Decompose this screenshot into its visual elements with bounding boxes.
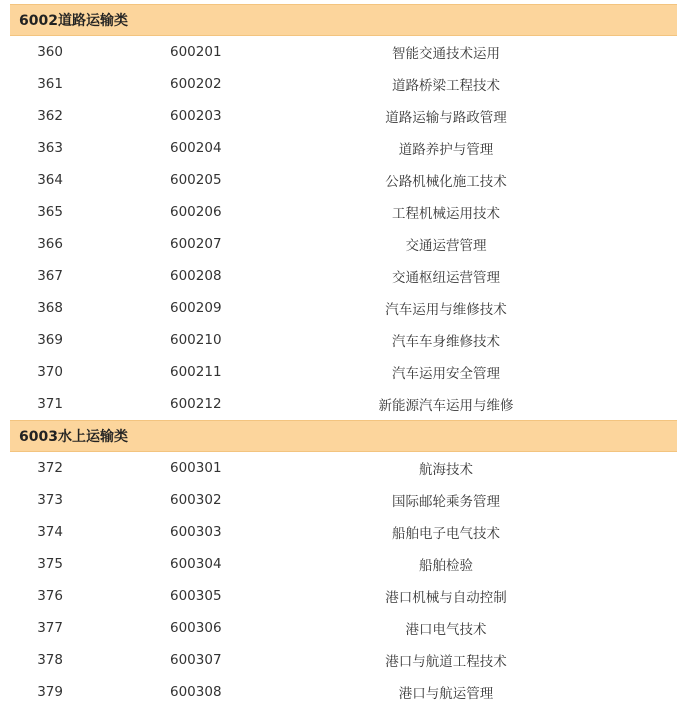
major-code: 600304 (170, 556, 222, 572)
major-name: 汽车车身维修技术 (392, 334, 500, 350)
row-number: 368 (37, 300, 63, 316)
row-number: 364 (37, 172, 63, 188)
major-code: 600203 (170, 108, 222, 124)
table-row (10, 292, 677, 324)
major-name: 航海技术 (419, 462, 473, 478)
major-name: 道路运输与路政管理 (385, 110, 507, 126)
major-code: 600212 (170, 396, 222, 412)
table-row (10, 260, 677, 292)
major-code: 600207 (170, 236, 222, 252)
major-name: 道路桥梁工程技术 (392, 78, 500, 94)
major-name: 港口机械与自动控制 (385, 590, 507, 606)
table-row (10, 196, 677, 228)
table-row (10, 132, 677, 164)
major-name: 汽车运用安全管理 (392, 366, 500, 382)
major-name: 公路机械化施工技术 (385, 174, 507, 190)
table-row (10, 644, 677, 676)
table-row (10, 228, 677, 260)
row-number: 375 (37, 556, 63, 572)
row-number: 360 (37, 44, 63, 60)
row-number: 365 (37, 204, 63, 220)
table-row (10, 356, 677, 388)
major-code: 600308 (170, 684, 222, 700)
table-row (10, 164, 677, 196)
table-row (10, 36, 677, 68)
group-header: 6002道路运输类 (10, 4, 677, 36)
major-code: 600206 (170, 204, 222, 220)
group-header: 6003水上运输类 (10, 420, 677, 452)
table-row (10, 580, 677, 612)
major-name: 智能交通技术运用 (392, 46, 500, 62)
major-name: 汽车运用与维修技术 (385, 302, 507, 318)
row-number: 371 (37, 396, 63, 412)
major-code: 600208 (170, 268, 222, 284)
major-code: 600302 (170, 492, 222, 508)
major-code: 600202 (170, 76, 222, 92)
table-row (10, 516, 677, 548)
row-number: 373 (37, 492, 63, 508)
row-number: 366 (37, 236, 63, 252)
table-row (10, 324, 677, 356)
major-name: 船舶检验 (419, 558, 473, 574)
major-code: 600201 (170, 44, 222, 60)
table-row (10, 452, 677, 484)
table-row (10, 388, 677, 420)
major-code: 600306 (170, 620, 222, 636)
row-number: 377 (37, 620, 63, 636)
row-number: 370 (37, 364, 63, 380)
row-number: 362 (37, 108, 63, 124)
major-name: 道路养护与管理 (398, 142, 494, 158)
major-name: 交通枢纽运营管理 (392, 270, 500, 286)
row-number: 379 (37, 684, 63, 700)
table-row (10, 68, 677, 100)
table-row (10, 612, 677, 644)
major-name: 港口与航道工程技术 (385, 654, 507, 670)
major-name: 港口与航运管理 (398, 686, 494, 702)
major-code: 600305 (170, 588, 222, 604)
major-name: 工程机械运用技术 (392, 206, 500, 222)
row-number: 374 (37, 524, 63, 540)
table-row (10, 100, 677, 132)
major-code: 600307 (170, 652, 222, 668)
row-number: 378 (37, 652, 63, 668)
major-code: 600209 (170, 300, 222, 316)
row-number: 367 (37, 268, 63, 284)
major-code: 600205 (170, 172, 222, 188)
major-code: 600210 (170, 332, 222, 348)
row-number: 376 (37, 588, 63, 604)
row-number: 372 (37, 460, 63, 476)
major-name: 船舶电子电气技术 (392, 526, 500, 542)
major-name: 港口电气技术 (405, 622, 487, 638)
major-code: 600303 (170, 524, 222, 540)
row-number: 361 (37, 76, 63, 92)
major-code: 600301 (170, 460, 222, 476)
major-name: 交通运营管理 (405, 238, 487, 254)
major-name: 国际邮轮乘务管理 (392, 494, 500, 510)
major-name: 新能源汽车运用与维修 (378, 398, 514, 414)
row-number: 369 (37, 332, 63, 348)
major-code: 600204 (170, 140, 222, 156)
table-row (10, 484, 677, 516)
major-table (10, 4, 677, 708)
major-code: 600211 (170, 364, 222, 380)
row-number: 363 (37, 140, 63, 156)
table-row (10, 676, 677, 708)
table-row (10, 548, 677, 580)
